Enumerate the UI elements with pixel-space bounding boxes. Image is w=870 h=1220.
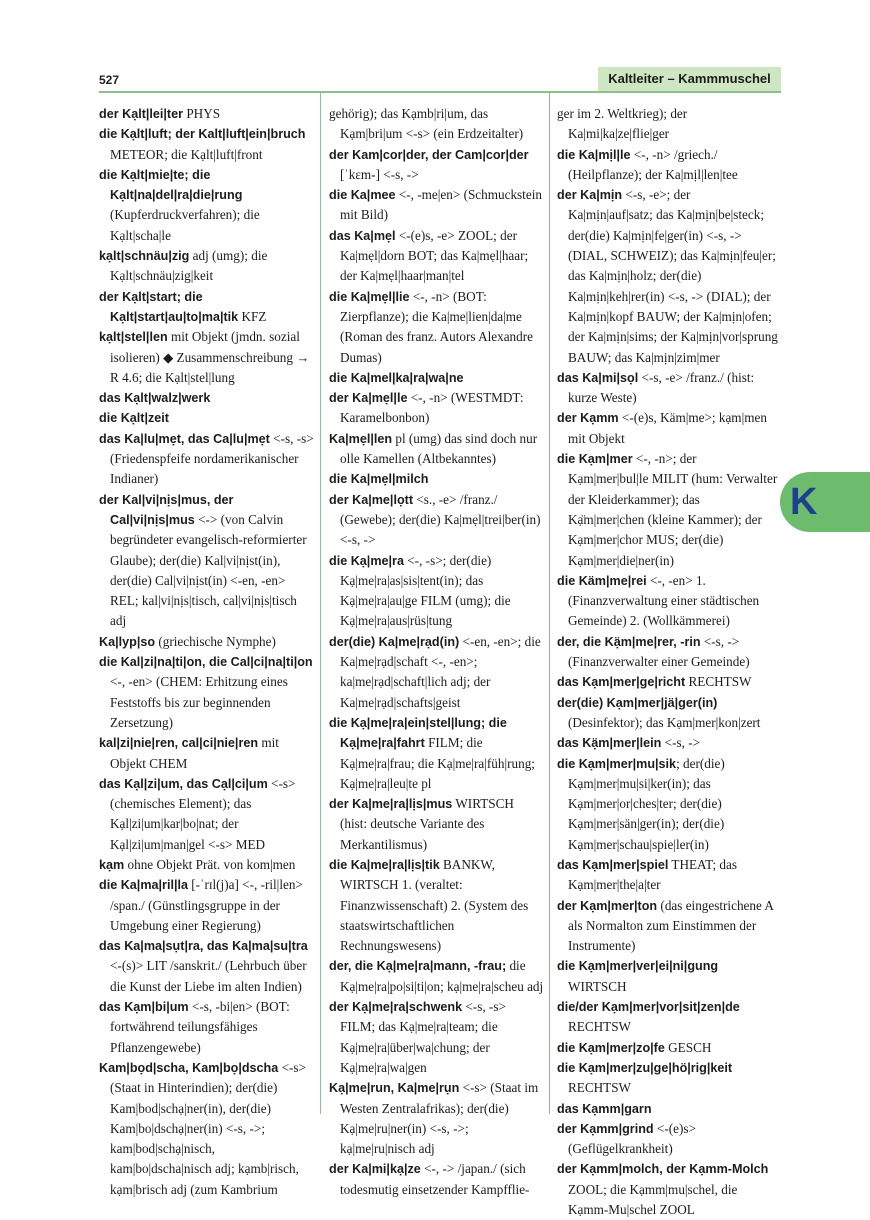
entry-headword: die Kạm|mer <box>557 452 633 467</box>
page-number: 527 <box>99 73 120 87</box>
dictionary-column-3 <box>557 104 778 1220</box>
dictionary-entry <box>99 429 316 490</box>
entry-definition: ohne Objekt Prät. von kom|men <box>124 856 296 872</box>
entry-headword: kạlt|schnäu|zig <box>99 249 190 264</box>
entry-headword: das Kạ̈m|mer|lein <box>557 736 662 751</box>
dictionary-entry <box>557 1058 778 1099</box>
entry-headword: das Ka|lu|mẹt, das Ca|lu|mẹt <box>99 431 270 446</box>
dictionary-column-2 <box>329 104 544 1200</box>
entry-headword: das Kạm|mer|spiel <box>557 857 669 872</box>
entry-headword: das Kạl|zi|um, das Cạl|ci|um <box>99 776 268 791</box>
entry-headword: die Ka|ma|ril|la <box>99 878 188 893</box>
dictionary-entry <box>99 1058 316 1200</box>
dictionary-entry <box>557 693 778 734</box>
entry-definition: <-s> (Staat in Hinterindien); der(die) Kam|bod|schạ|ner(in), der(die) Kam|bo|dschạ|ner(in) <-s, ->; kam|bod|schạ|nisch, kam|bo|dscha|nisch adj; kạmb|risch, kạm|brisch adj (zum Kambrium <box>110 1059 306 1197</box>
dictionary-entry <box>557 1159 778 1220</box>
entry-definition: ger im 2. Weltkrieg); der Ka|mi|ka|ze|flie|ger <box>557 106 688 142</box>
dictionary-entry <box>99 104 316 124</box>
entry-headword: das Kạmm|garn <box>557 1101 652 1116</box>
entry-definition: die Kạ|me|ra|po|si|ti|on; kạ|me|ra|scheu adj <box>340 958 544 994</box>
entry-headword: die Kal|zi|na|ti|on, die Cal|ci|na|ti|on <box>99 655 313 670</box>
entry-headword: Ka|mẹl|len <box>329 431 393 446</box>
dictionary-entry <box>99 408 316 428</box>
dictionary-entry <box>99 855 316 875</box>
column-rule-left <box>320 92 321 1114</box>
dictionary-entry <box>329 368 544 388</box>
entry-headword: das Kạm|bi|um <box>99 1000 189 1015</box>
entry-definition: <-s, -> (Finanzverwalter einer Gemeinde) <box>568 633 750 670</box>
entry-headword: die Kạlt|mie|te; die Kạlt|na|del|ra|die|rung <box>99 167 243 203</box>
dictionary-entry <box>99 388 316 408</box>
entry-definition: pl (umg) das sind doch nur olle Kamellen (Altbekanntes) <box>340 430 538 467</box>
entry-definition: (Kupferdruckverfahren); die Kạlt|scha|le <box>110 207 260 243</box>
entry-definition: <-s, -s> FILM; das Kạ|me|ra|team; die Kạ|me|ra|über|wa|chung; der Kạ|me|ra|wa|gen <box>340 999 506 1075</box>
dictionary-entry <box>99 774 316 855</box>
dictionary-entry <box>557 571 778 632</box>
entry-definition: KFZ <box>238 308 267 324</box>
entry-definition: <-(e)s> (Geflügelkrankheit) <box>568 1120 696 1157</box>
dictionary-entry <box>329 185 544 226</box>
entry-headword: der Kạmm|molch, der Kạmm-Molch <box>557 1162 769 1177</box>
entry-headword: kạlt|stel|len <box>99 330 168 345</box>
entry-definition: PHYS <box>183 106 221 121</box>
dictionary-entry <box>329 713 544 794</box>
dictionary-entry <box>329 855 544 956</box>
entry-headword: das Kạm|mer|ge|richt <box>557 675 686 690</box>
entry-definition: BANKW, WIRTSCH 1. (veraltet: Finanzwissenschaft) 2. (System des staatswirtschaftlichen Rechnungswesens) <box>340 856 529 954</box>
entry-definition: FILM; die Kạ|me|ra|frau; die Kạ|me|ra|füh|rung; Kạ|me|ra|leu|te pl <box>340 735 535 791</box>
entry-definition: (das eingestrichene A als Normalton zum Einstimmen der Instrumente) <box>568 897 774 954</box>
entry-definition: <-s, -s> (Friedenspfeife nordamerikanischer Indianer) <box>110 430 314 487</box>
dictionary-entry <box>99 246 316 287</box>
entry-definition: <-s, -e> /franz./ (hist: kurze Weste) <box>568 369 755 406</box>
entry-definition: adj (umg); die Kạlt|schnäu|zig|keit <box>110 248 268 284</box>
dictionary-entry <box>329 997 544 1078</box>
running-head: Kaltleiter – Kammmuschel <box>598 67 781 91</box>
entry-headword: das Kạlt|walz|werk <box>99 391 211 406</box>
entry-headword: die Ka|mẹl|milch <box>329 472 429 487</box>
entry-definition: THEAT; das Kạm|mer|the|a|ter <box>568 856 737 893</box>
dictionary-entry <box>99 875 316 936</box>
entry-definition: <-(e)s, -e> ZOOL; der Ka|mẹl|dorn BOT; das Ka|mẹl|haar; der Ka|mẹl|haar|man|tel <box>340 227 529 284</box>
entry-definition: [ˈkɛm-] <-s, -> <box>340 166 419 182</box>
dictionary-entry <box>557 408 778 449</box>
entry-definition: METEOR; die Kạlt|luft|front <box>110 146 263 162</box>
dictionary-entry <box>557 1099 778 1119</box>
entry-headword: der Kạlt|lei|ter <box>99 107 184 121</box>
dictionary-entry <box>557 185 778 368</box>
entry-headword: der Ka|mịn <box>557 188 623 203</box>
dictionary-entry <box>99 165 316 246</box>
dictionary-entry <box>557 449 778 571</box>
entry-definition: RECHTSW <box>568 1019 632 1035</box>
entry-definition: <-s, -e>; der Ka|mịn|auf|satz; das Ka|mịn|be|steck; der(die) Ka|mịn|fe|ger(in) <-s, -> (DIAL, SCHWEIZ); das Ka|mịn|feu|er; das Ka|mịn|holz; der(die) Ka|mịn|keh|rer(in) <-s, -> (DIAL); der Ka|mịn|kopf BAUW; der Ka|mịn|ofen; der Ka|mịn|sims; der Ka|mịn|vor|sprung BAUW; das Ka|mịn|zim|mer <box>568 187 778 365</box>
entry-headword: der Kạm|mer|ton <box>557 898 658 913</box>
entry-headword: die Kạ|me|ra|ein|stel|lung; die Kạ|me|ra|fahrt <box>329 715 507 751</box>
dictionary-column-1 <box>99 104 316 1200</box>
header-rule <box>99 91 781 93</box>
dictionary-entry <box>329 429 544 470</box>
dictionary-entry <box>329 956 544 997</box>
entry-headword: der Ka|mi|kạ|ze <box>329 1162 421 1177</box>
entry-headword: das Ka|mẹl <box>329 228 396 243</box>
entry-definition: RECHTSW <box>568 1080 632 1096</box>
dictionary-entry <box>99 652 316 733</box>
entry-headword: der, die Kạ|me|ra|mann, -frau; <box>329 959 507 974</box>
dictionary-entry <box>99 490 316 632</box>
entry-definition: <-en, -en>; die Ka|me|rạd|schaft <-, -en>; ka|me|rạd|schaft|lich adj; der Ka|me|rạd|schafts|geist <box>340 633 541 710</box>
entry-definition: <-, -n> (BOT: Zierpflanze); die Ka|me|lien|da|me (Roman des franz. Autors Alexandre Dumas) <box>340 288 533 365</box>
dictionary-entry <box>329 388 544 429</box>
dictionary-entry <box>99 124 316 165</box>
entry-definition: <-(s)> LIT /sanskrit./ (Lehrbuch über die Kunst der Liebe im alten Indien) <box>110 958 307 994</box>
dictionary-entry <box>557 997 778 1038</box>
entry-headword: Kạ|me|run, Ka|me|rụn <box>329 1081 460 1096</box>
entry-definition: mit Objekt (jmdn. sozial isolieren) ◆ Zusammenschreibung → R 4.6; die Kạlt|stel|lung <box>110 329 310 385</box>
entry-definition: GESCH <box>664 1039 712 1055</box>
dictionary-entry <box>99 997 316 1058</box>
entry-headword: der Kạmm|grind <box>557 1121 654 1136</box>
dictionary-entry <box>99 287 316 328</box>
dictionary-entry <box>557 672 778 692</box>
dictionary-entry <box>99 327 316 388</box>
entry-headword: die Ka|me|ra|lịs|tik <box>329 857 440 872</box>
entry-headword: die Ka|mee <box>329 188 396 203</box>
entry-headword: der, die Kạ̈m|me|rer, -rin <box>557 634 701 649</box>
entry-definition: <-, -s>; der(die) Kạ|me|ra|as|sis|tent(in); das Kạ|me|ra|au|ge FILM (umg); die Kạ|me|ra|aus|rüs|tung <box>340 552 511 629</box>
entry-definition: <-> (von Calvin begründeter evangelisch-reformierter Glaube); der(die) Kal|vi|nịst(in), der(die) Cal|vi|nịst(in) <-en, -en> REL; kal|vi|nịs|tisch, cal|vi|nịs|tisch adj <box>110 511 307 629</box>
dictionary-entry <box>329 469 544 489</box>
entry-headword: der Kạ|me|ra|schwenk <box>329 1000 463 1015</box>
entry-definition: <-s> (chemisches Element); das Kạl|zi|um|kar|bo|nat; der Kạl|zi|um|man|gel <-s> MED <box>110 775 296 852</box>
entry-definition: <-, -en> (CHEM: Erhitzung eines Feststoffs bis zur beginnenden Zersetzung) <box>110 674 288 730</box>
entry-headword: der Ka|mẹl|le <box>329 391 408 406</box>
entry-definition: [-ˈrɪl(j)a] <-, -ril|len> /span./ (Günstlingsgruppe in der Umgebung einer Regierung) <box>110 877 303 933</box>
dictionary-entry <box>557 956 778 997</box>
entry-headword: die Kạm|mer|mu|sik <box>557 756 677 771</box>
dictionary-entry <box>99 632 316 652</box>
entry-headword: der Kal|vi|nịs|mus, der Cal|vi|nịs|mus <box>99 492 234 527</box>
entry-definition: mit Objekt CHEM <box>110 735 279 771</box>
entry-definition: <-, -en> 1. (Finanzverwaltung einer städtischen Gemeinde) 2. (Wollkämmerei) <box>568 572 760 629</box>
dictionary-entry <box>557 1119 778 1160</box>
entry-headword: der Kam|cor|der, der Cam|cor|der <box>329 147 529 162</box>
entry-definition: gehörig); das Kạmb|ri|um, das Kạm|bri|um <-s> (ein Erdzeitalter) <box>329 106 524 142</box>
entry-headword: der(die) Kạm|mer|jä|ger(in) <box>557 695 718 710</box>
dictionary-entry <box>557 754 778 855</box>
entry-definition: <-, -> /japan./ (sich todesmutig einsetzender Kampfflie- <box>340 1161 530 1197</box>
entry-headword: kạm <box>99 857 125 872</box>
dictionary-entry <box>329 145 544 186</box>
entry-definition: <-s, -> <box>661 735 701 751</box>
thumb-index-tab[interactable] <box>780 472 870 532</box>
dictionary-entry <box>329 226 544 287</box>
entry-headword: die/der Kạm|mer|vor|sit|zen|de <box>557 1000 740 1015</box>
entry-headword: die Kạm|mer|zu|ge|hö|rig|keit <box>557 1060 733 1075</box>
dictionary-entry <box>99 936 316 997</box>
entry-headword: Ka|lyp|so <box>99 634 156 649</box>
dictionary-entry <box>329 104 544 145</box>
entry-definition: <-s> (Staat im Westen Zentralafrikas); der(die) Kạ|me|ru|ner(in) <-s, ->; kạ|me|ru|nisch adj <box>340 1080 539 1157</box>
dictionary-entry <box>329 1078 544 1159</box>
entry-headword: der Kạmm <box>557 411 619 426</box>
entry-headword: das Ka|mi|sọl <box>557 370 639 385</box>
entry-definition: (Desinfektor); das Kạm|mer|kon|zert <box>568 714 761 730</box>
dictionary-entry <box>329 632 544 713</box>
entry-headword: die Kạ|me|ra <box>329 553 404 568</box>
dictionary-entry <box>557 896 778 957</box>
dictionary-entry <box>557 855 778 896</box>
entry-definition: WIRTSCH <box>568 978 627 994</box>
entry-definition: <-, -n> (WESTMDT: Karamelbonbon) <box>340 390 524 426</box>
dictionary-entry <box>329 794 544 855</box>
entry-headword: der Kạlt|start; die Kạlt|start|au|to|ma|tik <box>99 289 239 324</box>
entry-definition: <-, -n>; der Kạm|mer|bul|le MILIT (hum: Verwalter der Kleiderkammer); das Kạ̈m|mer|chen (kleine Kammer); der Kạm|mer|chor MUS; der(die) Kạm|mer|die|ner(in) <box>568 451 778 568</box>
entry-definition: RECHTSW <box>685 674 752 690</box>
dictionary-entry <box>557 104 778 145</box>
entry-definition: ; der(die) Kạm|mer|mu|si|ker(in); das Kạm|mer|or|ches|ter; der(die) Kạm|mer|sän|ger(in); der(die) Kạm|mer|schau|spie|ler(in) <box>568 755 725 852</box>
entry-definition: <-, -n> /griech./ (Heilpflanze); der Ka|mịl|len|tee <box>568 146 738 182</box>
dictionary-entry <box>557 145 778 186</box>
entry-headword: der Ka|me|ra|lịs|mus <box>329 797 453 812</box>
entry-definition: (griechische Nymphe) <box>155 633 276 649</box>
entry-headword: kal|zi|nie|ren, cal|ci|nie|ren <box>99 736 259 751</box>
entry-definition: <-, -me|en> (Schmuckstein mit Bild) <box>340 187 542 223</box>
dictionary-entry <box>557 368 778 409</box>
dictionary-entry <box>557 1038 778 1058</box>
entry-headword: Kam|bọd|scha, Kam|bọ|dscha <box>99 1060 279 1075</box>
entry-definition: <s., -e> /franz./ (Gewebe); der(die) Ka|mẹl|trei|ber(in) <-s, -> <box>340 491 541 548</box>
entry-headword: die Ka|mẹl|lie <box>329 289 410 304</box>
entry-headword: das Ka|ma|sụt|ra, das Ka|ma|su|tra <box>99 939 308 954</box>
entry-headword: die Kạm|mer|zo|fe <box>557 1040 665 1055</box>
dictionary-entry <box>557 733 778 753</box>
thumb-index-letter: K <box>790 481 818 523</box>
column-rule-right <box>549 92 550 1114</box>
entry-headword: die Kạlt|zeit <box>99 411 170 426</box>
entry-headword: die Ka|mịl|le <box>557 147 631 162</box>
dictionary-entry <box>99 733 316 774</box>
entry-headword: der(die) Ka|me|rạd(in) <box>329 634 460 649</box>
entry-definition: <-(e)s, Käm|me>; kạm|men mit Objekt <box>568 410 767 446</box>
dictionary-entry <box>329 490 544 551</box>
entry-headword: die Kạm|mer|ver|ei|ni|gung <box>557 959 719 974</box>
dictionary-entry <box>329 551 544 632</box>
dictionary-entry <box>557 632 778 673</box>
dictionary-entry <box>329 1159 544 1200</box>
entry-definition: ZOOL; die Kạmm|mu|schel, die Kạmm-Mu|schel ZOOL <box>568 1181 738 1218</box>
entry-headword: die Käm|me|rei <box>557 573 647 588</box>
entry-definition: <-s, -bi|en> (BOT: fortwährend teilungsfähiges Pflanzengewebe) <box>110 999 290 1055</box>
dictionary-entry <box>329 287 544 368</box>
entry-headword: der Ka|me|lọtt <box>329 492 414 507</box>
entry-headword: die Ka|mel|ka|ra|wa|ne <box>329 370 464 385</box>
entry-headword: die Kạlt|luft; der Kalt|luft|ein|bruch <box>99 127 306 142</box>
entry-definition: WIRTSCH (hist: deutsche Variante des Merkantilismus) <box>340 796 514 852</box>
